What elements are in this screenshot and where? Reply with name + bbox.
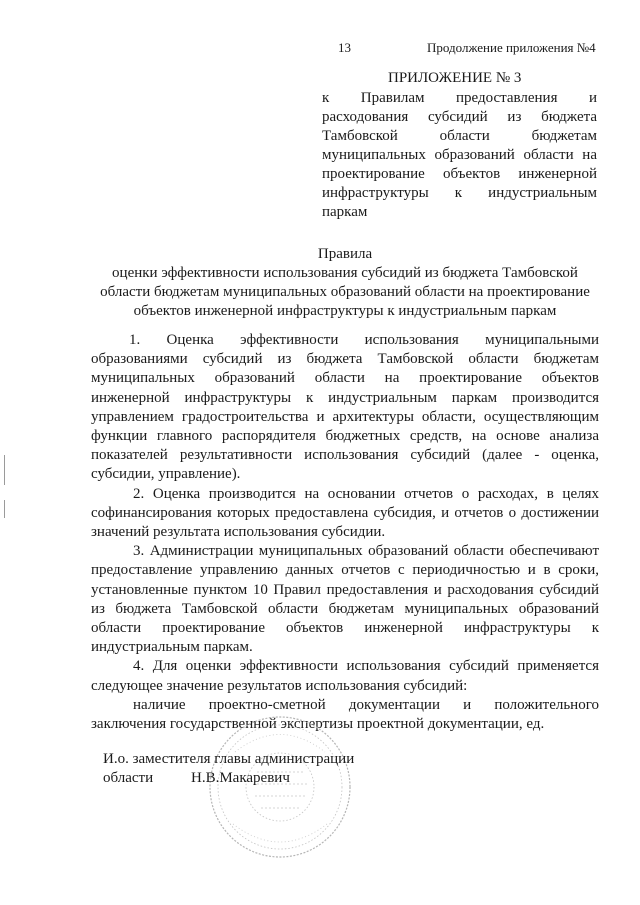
paragraph-2: 2. Оценка производится на основании отчетов о расходах, в целях софинансирования которых предоставлена субсидия, и отчетов о достижении значений результата использования субсидии.: [91, 485, 599, 541]
paragraph-1: 1. Оценка эффективности использования муниципальными образованиями субсидий из бюджета Тамбовской области бюджетам муниципальных образований области на проектирование объектов инженерной инфраструктуры к индустриальным паркам производится управлением градостроительства и архитектуры области, осуществляющим функции главного распорядителя бюджетных средств, на основе анализа показателей результативности использования субсидий (далее - оценка, субсидии, управление).: [91, 332, 599, 483]
appendix-subtitle-line: проектирование объектов инженерной: [322, 166, 597, 182]
paragraph-4: 4. Для оценки эффективности использования субсидий применяется следующее значение результатов использования субсидий:: [91, 658, 599, 694]
appendix-subtitle-line: к Правилам предоставления и: [322, 90, 597, 106]
document-subtitle: оценки эффективности использования субсидий из бюджета Тамбовской области бюджетам муниципальных образований области на проектирование объектов инженерной инфраструктуры к индустриальным паркам: [100, 265, 590, 319]
page-number: 13: [338, 40, 351, 55]
appendix-subtitle-line: расходования субсидий из бюджета: [322, 109, 597, 125]
appendix-subtitle-line: паркам: [322, 204, 368, 220]
appendix-subtitle-line: муниципальных образований области на: [322, 147, 597, 163]
appendix-subtitle: [322, 89, 597, 222]
appendix-subtitle-line: Тамбовской области бюджетам: [322, 128, 597, 144]
signatory-region: области: [103, 770, 154, 786]
signatory-line: [103, 770, 290, 787]
document-title: Правила: [317, 246, 373, 262]
appendix-title: ПРИЛОЖЕНИЕ № 3: [388, 70, 522, 86]
appendix-subtitle-line: инфраструктуры к индустриальным: [322, 185, 597, 201]
result-indicator-rest: заключения государственной экспертизы проектной документации, ед.: [91, 716, 545, 733]
continuation-note: Продолжение приложения №4: [427, 40, 596, 55]
signatory-position: И.о. заместителя главы администрации: [103, 751, 355, 767]
official-seal-stamp: [205, 712, 355, 862]
result-indicator-lead: наличие проектно-сметной документации и положительного: [133, 696, 599, 713]
scan-margin-mark: [4, 500, 5, 518]
document-body: [91, 331, 599, 734]
document-heading: [90, 245, 600, 321]
signatory-name: Н.В.Макаревич: [191, 770, 290, 786]
scan-margin-mark: [4, 455, 5, 485]
paragraph-3: 3. Администрации муниципальных образований области обеспечивают предоставление управлению данных отчетов с периодичностью и в сроки, установленные пунктом 10 Правил предоставления и расходования субсидий из бюджета Тамбовской области бюджетам муниципальных образований области проектирование объектов инженерной инфраструктуры к индустриальным паркам.: [91, 543, 599, 656]
